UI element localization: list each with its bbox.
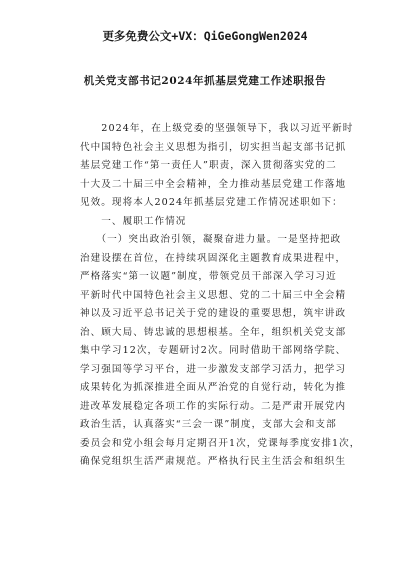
body-line: 确保党组织生活严肃规范。严格执行民主生活会和组织生 (80, 456, 347, 467)
body-line: 神以及习近平总书记关于党的建设的重要思想，筑牢讲政 (80, 308, 347, 319)
body-line: 见效。现将本人2024年抓基层党建工作情况述职如下： (80, 197, 343, 208)
document-title: 机关党支部书记2024年抓基层党建工作述职报告 (83, 75, 327, 87)
body-line: 进改革发展稳定各项工作的实际行动。二是严肃开展党内 (80, 400, 347, 412)
body-line: 2024年，在上级党委的坚强领导下，我以习近平新时 (80, 123, 354, 134)
body-line: 代中国特色社会主义思想为指引，切实担当起支部书记抓 (80, 141, 347, 153)
body-line: 平新时代中国特色社会主义思想、党的二十届三中全会精 (80, 289, 347, 301)
header-watermark-text: 更多免费公文+VX：QiGeGongWen2024 (102, 29, 308, 43)
body-line: 学习强国等学习平台，进一步激发支部学习活力，把学习 (80, 363, 347, 375)
body-line: 治建设摆在首位，在持续巩固深化主题教育成果进程中， (80, 252, 347, 264)
body-line: （一）突出政治引领，凝聚奋进力量。一是坚持把政 (80, 234, 342, 245)
body-line: 严格落实“第一议题”制度，带领党员干部深入学习习近 (80, 271, 337, 282)
body-line: 治、顾大局、铸忠诚的思想根基。全年，组织机关党支部 (80, 326, 347, 338)
body-line: 委员会和党小组会每月定期召开1次，党课每季度安排1次， (80, 437, 361, 449)
body-line: 集中学习12次，专题研讨2次。同时借助干部网络学院、 (80, 345, 347, 356)
section-heading: 一、履职工作情况 (80, 215, 187, 227)
body-line: 政治生活，认真落实“三会一课”制度，支部大会和支部 (80, 419, 337, 430)
body-line: 成果转化为抓深推进全面从严治党的自觉行动，转化为推 (80, 382, 347, 393)
body-line: 十大及二十届三中全会精神，全力推动基层党建工作落地 (80, 178, 347, 190)
body-line: 基层党建工作“第一责任人”职责，深入贯彻落实党的二 (80, 160, 337, 171)
document-body (80, 120, 361, 472)
